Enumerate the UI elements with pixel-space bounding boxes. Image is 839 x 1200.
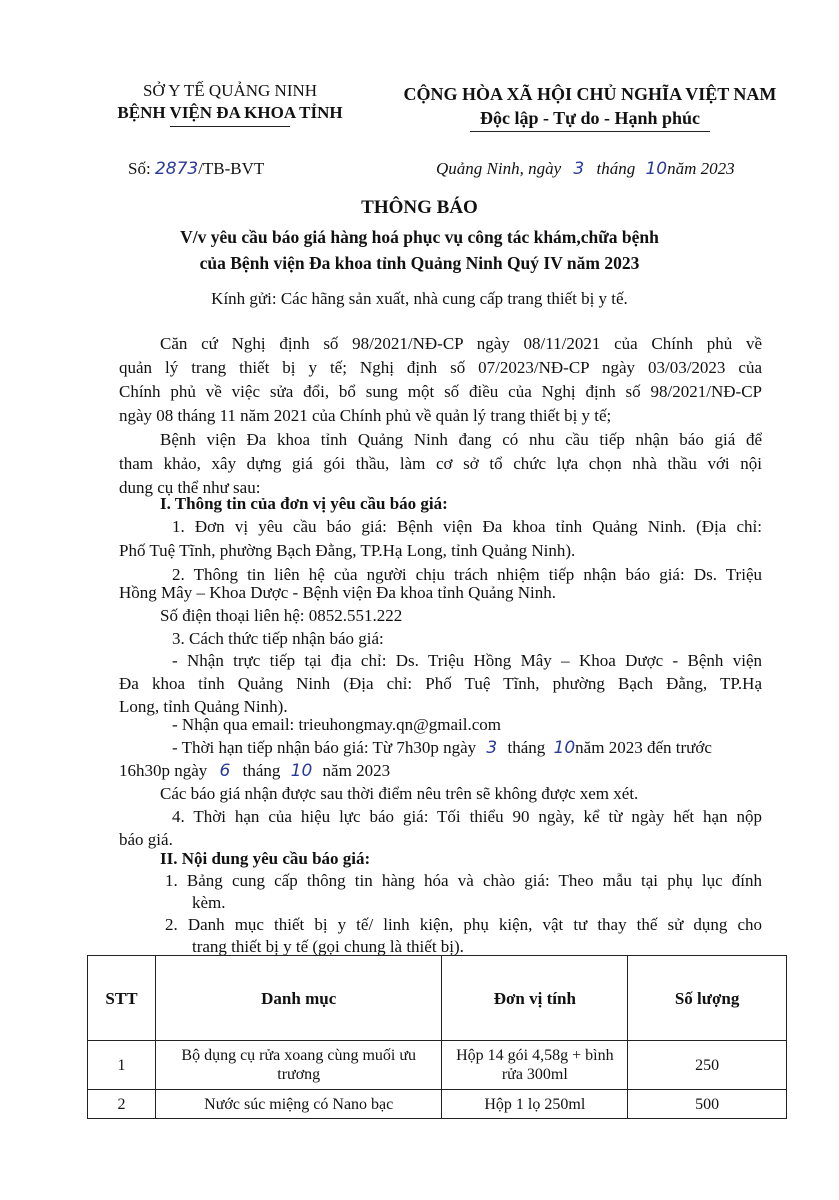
body-line: Căn cứ Nghị định số 98/2021/NĐ-CP ngày 08/11/2021 của Chính phủ về (160, 334, 762, 353)
notice-title: THÔNG BÁO (361, 197, 478, 218)
body-line: 3. Cách thức tiếp nhận báo giá: (172, 629, 384, 648)
document-date: Quảng Ninh, ngày 3 tháng 10năm 2023 (436, 159, 735, 179)
issuer-department: SỞ Y TẾ QUẢNG NINH (142, 81, 318, 100)
table-cell-stt: 1 (88, 1041, 156, 1090)
body-line: tham khảo, xây dựng giá gói thầu, làm cơ sở tổ chức lựa chọn nhà thầu với nội (119, 454, 762, 473)
table-header-row (88, 956, 787, 1041)
issuer-block (95, 80, 365, 124)
document-number-handwritten: 2873 (154, 159, 199, 179)
table-cell-stt: 2 (88, 1090, 156, 1119)
table-header-cell: Số lượng (628, 956, 787, 1041)
table-cell-qty: 250 (628, 1041, 787, 1090)
body-line: Long, tỉnh Quảng Ninh). (119, 697, 288, 716)
table-header-cell: STT (88, 956, 156, 1041)
items-table (87, 955, 787, 1119)
deadline-end-month-handwritten: 10 (290, 761, 313, 781)
body-line: Hồng Mây – Khoa Dược - Bệnh viện Đa khoa tỉnh Quảng Ninh. (119, 583, 556, 602)
table-row (88, 1090, 787, 1119)
body-line: báo giá. (119, 830, 173, 849)
table-cell-qty: 500 (628, 1090, 787, 1119)
national-motto-block (385, 82, 795, 130)
body-line: ngày 08 tháng 11 năm 2021 của Chính phủ về quản lý trang thiết bị y tế; (119, 406, 612, 425)
body-line: quản lý trang thiết bị y tế; Nghị định số 07/2023/NĐ-CP ngày 03/03/2023 của (119, 358, 762, 377)
body-line: kèm. (192, 893, 226, 912)
body-line: 2. Danh mục thiết bị y tế/ linh kiện, phụ kiện, vật tư thay thế sử dụng cho (165, 915, 762, 934)
body-line: - Nhận trực tiếp tại địa chỉ: Ds. Triệu Hồng Mây – Khoa Dược - Bệnh viện (172, 651, 762, 670)
motto-underline (470, 131, 710, 132)
body-line: 4. Thời hạn của hiệu lực báo giá: Tối thiểu 90 ngày, kể từ ngày hết hạn nộp (172, 807, 762, 826)
body-line: 2. Thông tin liên hệ của người chịu trách nhiệm tiếp nhận báo giá: Ds. Triệu (172, 565, 762, 584)
deadline-end-day-handwritten: 6 (219, 761, 231, 781)
table-header-cell: Đơn vị tính (442, 956, 628, 1041)
issuer-underline (170, 126, 290, 127)
table-cell-name: Nước súc miệng có Nano bạc (155, 1090, 442, 1119)
body-line: trang thiết bị y tế (gọi chung là thiết bị). (192, 937, 464, 956)
phone-line: Số điện thoại liên hệ: 0852.551.222 (160, 606, 403, 625)
body-line: Bệnh viện Đa khoa tỉnh Quảng Ninh đang có nhu cầu tiếp nhận báo giá để (160, 430, 762, 449)
section-heading-1: I. Thông tin của đơn vị yêu cầu báo giá: (160, 494, 448, 513)
notice-subject-line1: V/v yêu cầu báo giá hàng hoá phục vụ công tác khám,chữa bệnh (180, 227, 659, 247)
deadline-start-day-handwritten: 3 (486, 738, 498, 758)
issuer-hospital: BỆNH VIỆN ĐA KHOA TỈNH (117, 103, 343, 122)
table-cell-unit: Hộp 1 lọ 250ml (442, 1090, 628, 1119)
table-cell-name: Bộ dụng cụ rửa xoang cùng muối ưu trương (155, 1041, 442, 1090)
body-line: 1. Bảng cung cấp thông tin hàng hóa và chào giá: Theo mẫu tại phụ lục đính (165, 871, 762, 890)
deadline-line: - Thời hạn tiếp nhận báo giá: Từ 7h30p ngày 3 tháng 10năm 2023 đến trước (172, 738, 712, 758)
deadline-line-2: 16h30p ngày 6 tháng 10 năm 2023 (119, 761, 391, 781)
date-month-handwritten: 10 (645, 159, 668, 179)
email-line: - Nhận qua email: trieuhongmay.qn@gmail.com (172, 715, 501, 734)
notice-subject-line2: của Bệnh viện Đa khoa tỉnh Quảng Ninh Quý IV năm 2023 (199, 253, 640, 273)
table-row (88, 1041, 787, 1090)
recipient-line: Kính gửi: Các hãng sản xuất, nhà cung cấp trang thiết bị y tế. (211, 289, 628, 308)
deadline-start-month-handwritten: 10 (553, 738, 576, 758)
table-header-cell: Danh mục (155, 956, 442, 1041)
body-line: dung cụ thể như sau: (119, 478, 261, 497)
body-line: Các báo giá nhận được sau thời điểm nêu trên sẽ không được xem xét. (160, 784, 639, 803)
document-number: Số: 2873/TB-BVT (128, 159, 265, 179)
body-line: 1. Đơn vị yêu cầu báo giá: Bệnh viện Đa khoa tỉnh Quảng Ninh. (Địa chỉ: (172, 517, 762, 536)
national-name: CỘNG HÒA XÃ HỘI CHỦ NGHĨA VIỆT NAM (403, 84, 777, 104)
section-heading-2: II. Nội dung yêu cầu báo giá: (160, 849, 371, 868)
table-cell-unit: Hộp 14 gói 4,58g + bình rửa 300ml (442, 1041, 628, 1090)
body-line: Chính phủ về việc sửa đổi, bổ sung một số điều của Nghị định số 98/2021/NĐ-CP (119, 382, 762, 401)
body-line: Phố Tuệ Tĩnh, phường Bạch Đằng, TP.Hạ Long, tỉnh Quảng Ninh). (119, 541, 576, 560)
national-motto: Độc lập - Tự do - Hạnh phúc (479, 108, 701, 128)
body-line: Đa khoa tỉnh Quảng Ninh (Địa chỉ: Phố Tuệ Tĩnh, phường Bạch Đằng, TP.Hạ (119, 674, 762, 693)
date-day-handwritten: 3 (573, 159, 585, 179)
